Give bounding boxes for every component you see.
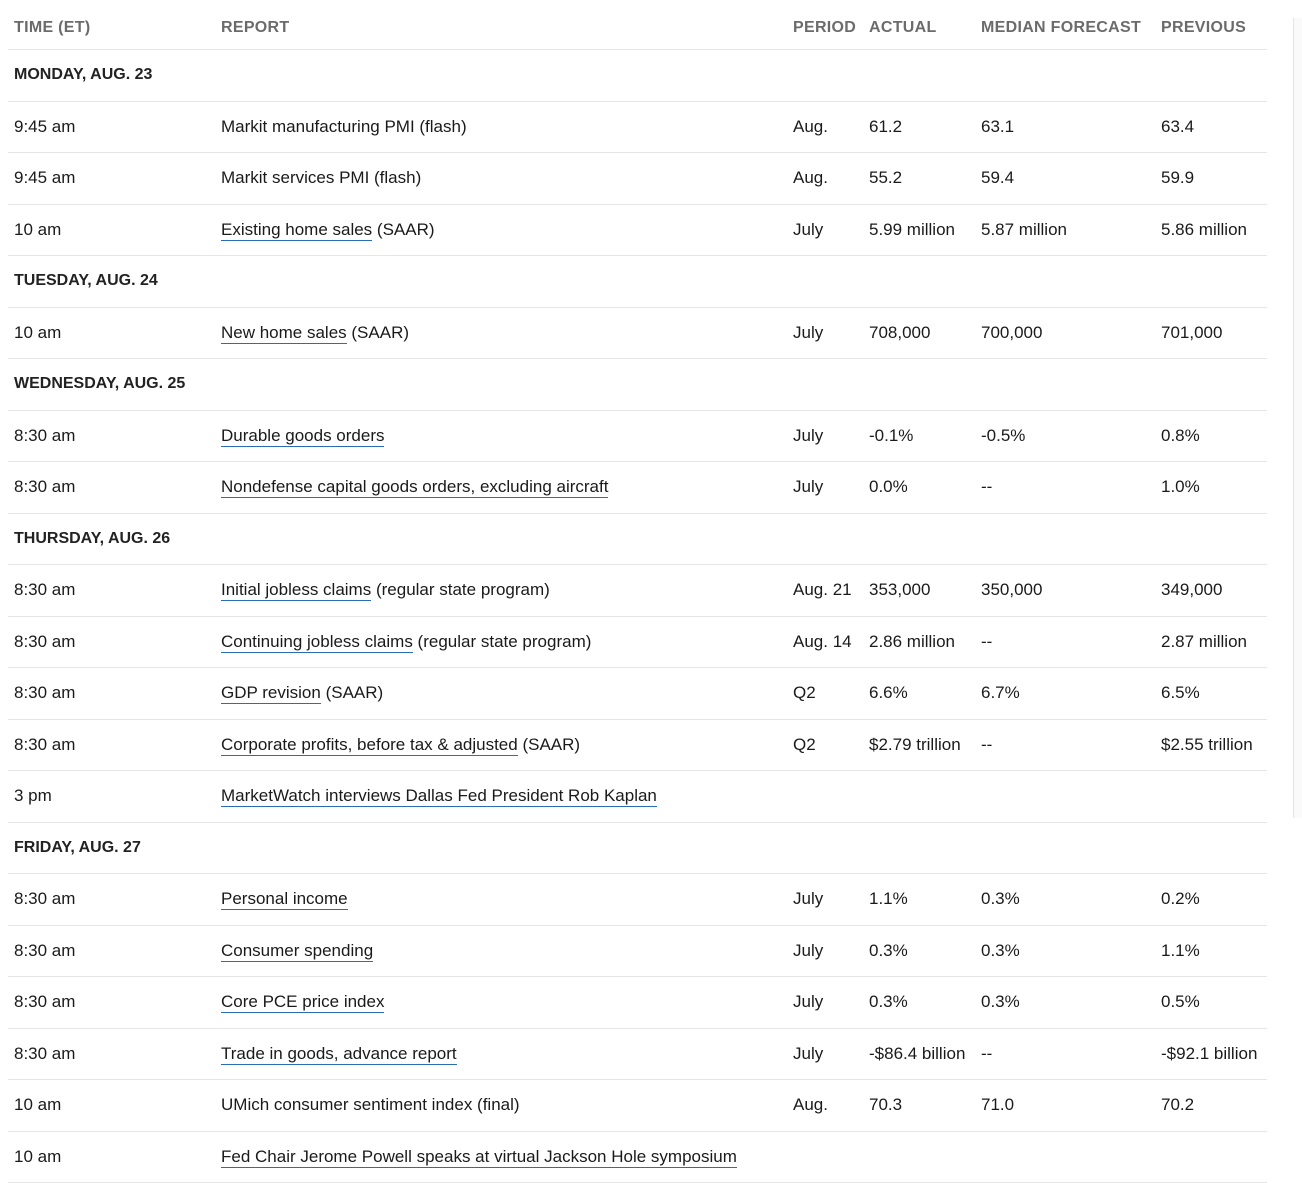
table-row — [8, 977, 1267, 1029]
actual-value: 2.86 million — [863, 632, 975, 652]
report-name — [215, 220, 787, 240]
report-period: July — [787, 1044, 863, 1064]
release-time: 8:30 am — [8, 1044, 215, 1064]
median-forecast-value: 63.1 — [975, 117, 1155, 137]
report-period: Q2 — [787, 683, 863, 703]
report-text: Markit manufacturing PMI (flash) — [221, 117, 467, 136]
median-forecast-value: 5.87 million — [975, 220, 1155, 240]
actual-value: -0.1% — [863, 426, 975, 446]
report-period: July — [787, 323, 863, 343]
previous-value: 1.1% — [1155, 941, 1267, 961]
actual-value: 0.3% — [863, 941, 975, 961]
report-text: (SAAR) — [321, 683, 383, 702]
previous-value: -$92.1 billion — [1155, 1044, 1267, 1064]
report-name — [215, 889, 787, 909]
report-link[interactable]: Fed Chair Jerome Powell speaks at virtual Jackson Hole symposium — [221, 1147, 737, 1168]
report-link[interactable]: Continuing jobless claims — [221, 632, 413, 653]
report-name — [215, 580, 787, 600]
median-forecast-value: 700,000 — [975, 323, 1155, 343]
table-row — [8, 102, 1267, 154]
median-forecast-value: 0.3% — [975, 941, 1155, 961]
report-link[interactable]: Corporate profits, before tax & adjusted — [221, 735, 518, 756]
report-link[interactable]: Core PCE price index — [221, 992, 384, 1013]
report-name — [215, 477, 787, 497]
release-time: 3 pm — [8, 786, 215, 806]
report-link[interactable]: GDP revision — [221, 683, 321, 704]
report-period: July — [787, 477, 863, 497]
median-forecast-value: 0.3% — [975, 889, 1155, 909]
median-forecast-value: 71.0 — [975, 1095, 1155, 1115]
release-time: 10 am — [8, 1095, 215, 1115]
table-row — [8, 771, 1267, 823]
report-period: July — [787, 889, 863, 909]
actual-value: 0.0% — [863, 477, 975, 497]
median-forecast-value: -0.5% — [975, 426, 1155, 446]
median-forecast-value: 6.7% — [975, 683, 1155, 703]
column-header-report: REPORT — [215, 19, 787, 37]
report-link[interactable]: Existing home sales — [221, 220, 372, 241]
day-label: THURSDAY, AUG. 26 — [8, 530, 170, 548]
column-header-period: PERIOD — [787, 19, 863, 37]
table-row — [8, 1080, 1267, 1132]
report-text: (SAAR) — [518, 735, 580, 754]
table-body — [8, 50, 1267, 1183]
report-link[interactable]: Nondefense capital goods orders, excluding aircraft — [221, 477, 608, 498]
table-row — [8, 1132, 1267, 1183]
table-row — [8, 1029, 1267, 1081]
previous-value: 6.5% — [1155, 683, 1267, 703]
actual-value: 70.3 — [863, 1095, 975, 1115]
actual-value: 55.2 — [863, 168, 975, 188]
table-row — [8, 720, 1267, 772]
actual-value: 1.1% — [863, 889, 975, 909]
table-row — [8, 617, 1267, 669]
report-link[interactable]: Durable goods orders — [221, 426, 384, 447]
release-time: 8:30 am — [8, 992, 215, 1012]
report-link[interactable]: New home sales — [221, 323, 347, 344]
economic-calendar-table — [8, 0, 1267, 1183]
actual-value: 353,000 — [863, 580, 975, 600]
report-name — [215, 1095, 787, 1115]
day-header-row — [8, 514, 1267, 566]
report-text: (regular state program) — [413, 632, 592, 651]
previous-value: 0.2% — [1155, 889, 1267, 909]
median-forecast-value: 59.4 — [975, 168, 1155, 188]
actual-value: $2.79 trillion — [863, 735, 975, 755]
report-link[interactable]: Consumer spending — [221, 941, 373, 962]
report-period: Aug. 14 — [787, 632, 863, 652]
report-name — [215, 683, 787, 703]
report-text: (regular state program) — [371, 580, 550, 599]
report-name — [215, 1147, 787, 1167]
release-time: 8:30 am — [8, 477, 215, 497]
median-forecast-value: 0.3% — [975, 992, 1155, 1012]
report-text: UMich consumer sentiment index (final) — [221, 1095, 520, 1114]
median-forecast-value: -- — [975, 1044, 1155, 1064]
report-link[interactable]: MarketWatch interviews Dallas Fed President Rob Kaplan — [221, 786, 657, 807]
column-header-previous: PREVIOUS — [1155, 19, 1267, 37]
previous-value: 349,000 — [1155, 580, 1267, 600]
release-time: 8:30 am — [8, 941, 215, 961]
actual-value: 708,000 — [863, 323, 975, 343]
release-time: 10 am — [8, 323, 215, 343]
column-header-actual: ACTUAL — [863, 19, 975, 37]
release-time: 9:45 am — [8, 168, 215, 188]
day-label: FRIDAY, AUG. 27 — [8, 839, 141, 857]
report-period: July — [787, 992, 863, 1012]
column-header-median-forecast: MEDIAN FORECAST — [975, 19, 1155, 37]
previous-value: 1.0% — [1155, 477, 1267, 497]
release-time: 8:30 am — [8, 735, 215, 755]
release-time: 8:30 am — [8, 632, 215, 652]
release-time: 10 am — [8, 220, 215, 240]
day-header-row — [8, 50, 1267, 102]
previous-value: 59.9 — [1155, 168, 1267, 188]
table-row — [8, 874, 1267, 926]
day-header-row — [8, 823, 1267, 875]
report-text: (SAAR) — [347, 323, 409, 342]
median-forecast-value: -- — [975, 735, 1155, 755]
actual-value: 61.2 — [863, 117, 975, 137]
report-name — [215, 168, 787, 188]
report-text: Markit services PMI (flash) — [221, 168, 421, 187]
previous-value: $2.55 trillion — [1155, 735, 1267, 755]
report-name — [215, 323, 787, 343]
column-header-time: TIME (ET) — [8, 19, 215, 37]
table-row — [8, 205, 1267, 257]
report-link[interactable]: Personal income — [221, 889, 348, 910]
report-period: Aug. — [787, 1095, 863, 1115]
actual-value: -$86.4 billion — [863, 1044, 975, 1064]
release-time: 10 am — [8, 1147, 215, 1167]
day-label: WEDNESDAY, AUG. 25 — [8, 375, 185, 393]
actual-value: 0.3% — [863, 992, 975, 1012]
table-row — [8, 565, 1267, 617]
report-link[interactable]: Trade in goods, advance report — [221, 1044, 457, 1065]
previous-value: 701,000 — [1155, 323, 1267, 343]
previous-value: 2.87 million — [1155, 632, 1267, 652]
report-period: Aug. 21 — [787, 580, 863, 600]
report-name — [215, 941, 787, 961]
previous-value: 0.5% — [1155, 992, 1267, 1012]
day-label: TUESDAY, AUG. 24 — [8, 272, 158, 290]
previous-value: 0.8% — [1155, 426, 1267, 446]
median-forecast-value: 350,000 — [975, 580, 1155, 600]
report-period: Aug. — [787, 117, 863, 137]
release-time: 8:30 am — [8, 580, 215, 600]
actual-value: 5.99 million — [863, 220, 975, 240]
day-header-row — [8, 256, 1267, 308]
table-row — [8, 668, 1267, 720]
table-row — [8, 462, 1267, 514]
report-period: July — [787, 941, 863, 961]
release-time: 9:45 am — [8, 117, 215, 137]
report-period: July — [787, 426, 863, 446]
day-label: MONDAY, AUG. 23 — [8, 66, 152, 84]
table-row — [8, 411, 1267, 463]
report-name — [215, 992, 787, 1012]
report-text: (SAAR) — [372, 220, 434, 239]
report-period: Q2 — [787, 735, 863, 755]
report-link[interactable]: Initial jobless claims — [221, 580, 371, 601]
table-row — [8, 153, 1267, 205]
release-time: 8:30 am — [8, 683, 215, 703]
actual-value: 6.6% — [863, 683, 975, 703]
report-name — [215, 117, 787, 137]
report-name — [215, 632, 787, 652]
report-name — [215, 786, 787, 806]
scrollbar-track[interactable] — [1293, 18, 1302, 818]
day-header-row — [8, 359, 1267, 411]
table-header — [8, 0, 1267, 50]
release-time: 8:30 am — [8, 426, 215, 446]
previous-value: 5.86 million — [1155, 220, 1267, 240]
release-time: 8:30 am — [8, 889, 215, 909]
report-name — [215, 735, 787, 755]
median-forecast-value: -- — [975, 477, 1155, 497]
report-name — [215, 426, 787, 446]
median-forecast-value: -- — [975, 632, 1155, 652]
report-period: Aug. — [787, 168, 863, 188]
previous-value: 70.2 — [1155, 1095, 1267, 1115]
report-name — [215, 1044, 787, 1064]
previous-value: 63.4 — [1155, 117, 1267, 137]
table-row — [8, 926, 1267, 978]
table-row — [8, 308, 1267, 360]
report-period: July — [787, 220, 863, 240]
